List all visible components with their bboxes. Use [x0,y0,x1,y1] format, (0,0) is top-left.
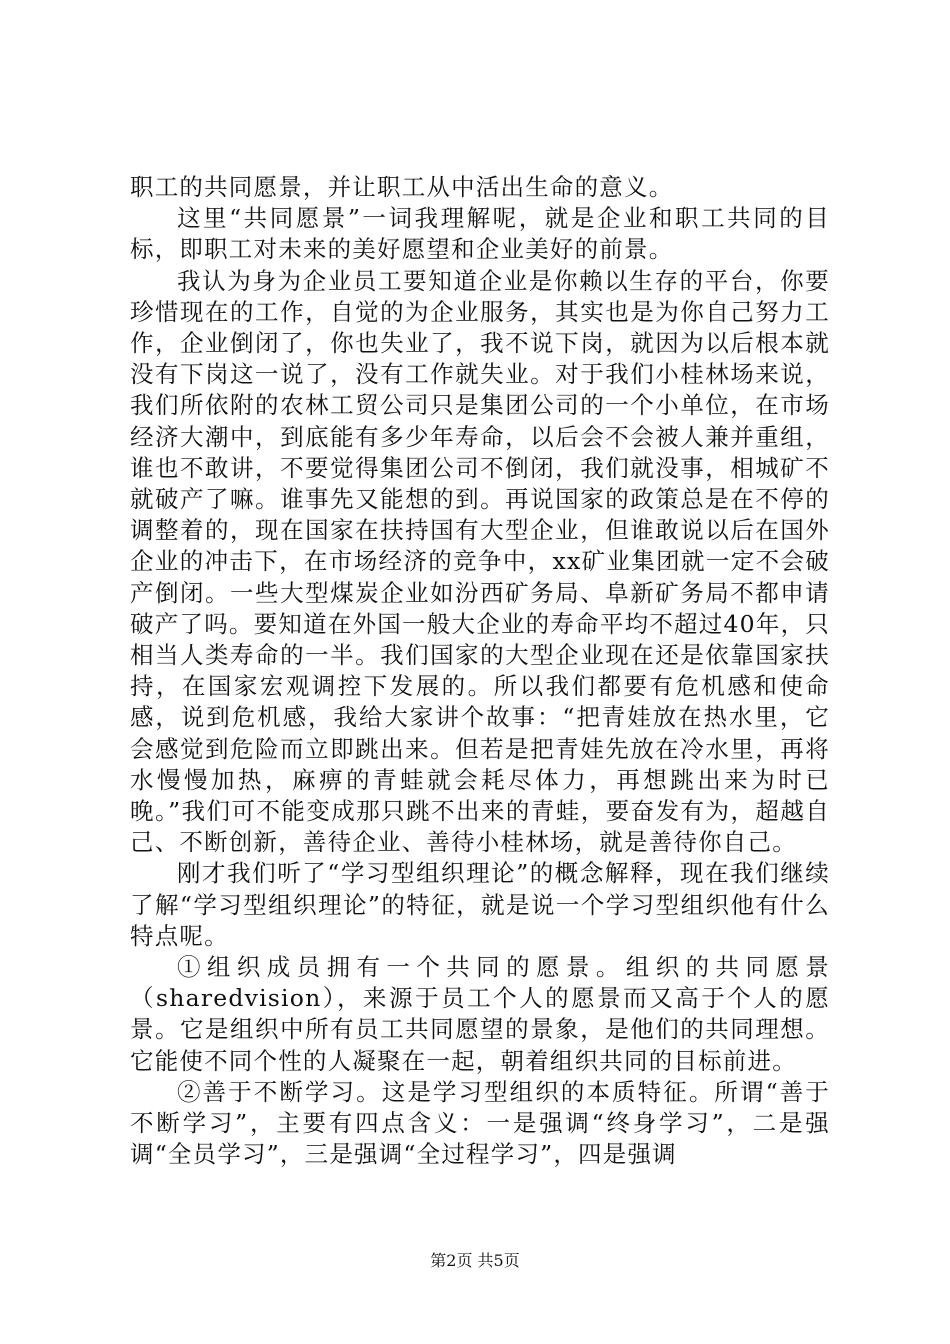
document-body [130,172,830,1171]
paragraph: 刚才我们听了“学习型组织理论”的概念解释，现在我们继续了解“学习型组织理论”的特征，就是说一个学习型组织他有什么特点呢。 [130,859,830,950]
page-footer [0,1248,950,1271]
page-number: 第2页 共5页 [430,1251,520,1270]
paragraph: 我认为身为企业员工要知道企业是你赖以生存的平台，你要珍惜现在的工作，自觉的为企业服务，其实也是为你自己努力工作，企业倒闭了，你也失业了，我不说下岗，就因为以后根本就没有下岗这一说了，没有工作就失业。对于我们小桂林场来说，我们所依附的农林工贸公司只是集团公司的一个小单位，在市场经济大潮中，到底能有多少年寿命，以后会不会被人兼并重组，谁也不敢讲，不要觉得集团公司不倒闭，我们就没事，相城矿不就破产了嘛。谁事先又能想的到。再说国家的政策总是在不停的调整着的，现在国家在扶持国有大型企业，但谁敢说以后在国外企业的冲击下，在市场经济的竞争中，xx矿业集团就一定不会破产倒闭。一些大型煤炭企业如汾西矿务局、阜新矿务局不都申请破产了吗。要知道在外国一般大企业的寿命平均不超过40年，只相当人类寿命的一半。我们国家的大型企业现在还是依靠国家扶持，在国家宏观调控下发展的。所以我们都要有危机感和使命感，说到危机感，我给大家讲个故事：“把青娃放在热水里，它会感觉到危险而立即跳出来。但若是把青娃先放在冷水里，再将水慢慢加热，麻痹的青蛙就会耗尽体力，再想跳出来为时已晚。”我们可不能变成那只跳不出来的青蛙，要奋发有为，超越自己、不断创新，善待企业、善待小桂林场，就是善待你自己。 [130,266,830,857]
paragraph: ②善于不断学习。这是学习型组织的本质特征。所谓“善于不断学习”，主要有四点含义：一是强调“终身学习”，二是强调“全员学习”，三是强调“全过程学习”，四是强调 [130,1077,830,1169]
paragraph: 这里“共同愿景”一词我理解呢，就是企业和职工共同的目标，即职工对未来的美好愿望和企业美好的前景。 [130,204,830,264]
paragraph: 职工的共同愿景，并让职工从中活出生命的意义。 [130,173,674,201]
paragraph: ①组织成员拥有一个共同的愿景。组织的共同愿景（sharedvision），来源于员工个人的愿景而又高于个人的愿景。它是组织中所有员工共同愿望的景象，是他们的共同理想。它能使不同个性的人凝聚在一起，朝着组织共同的目标前进。 [130,953,830,1075]
